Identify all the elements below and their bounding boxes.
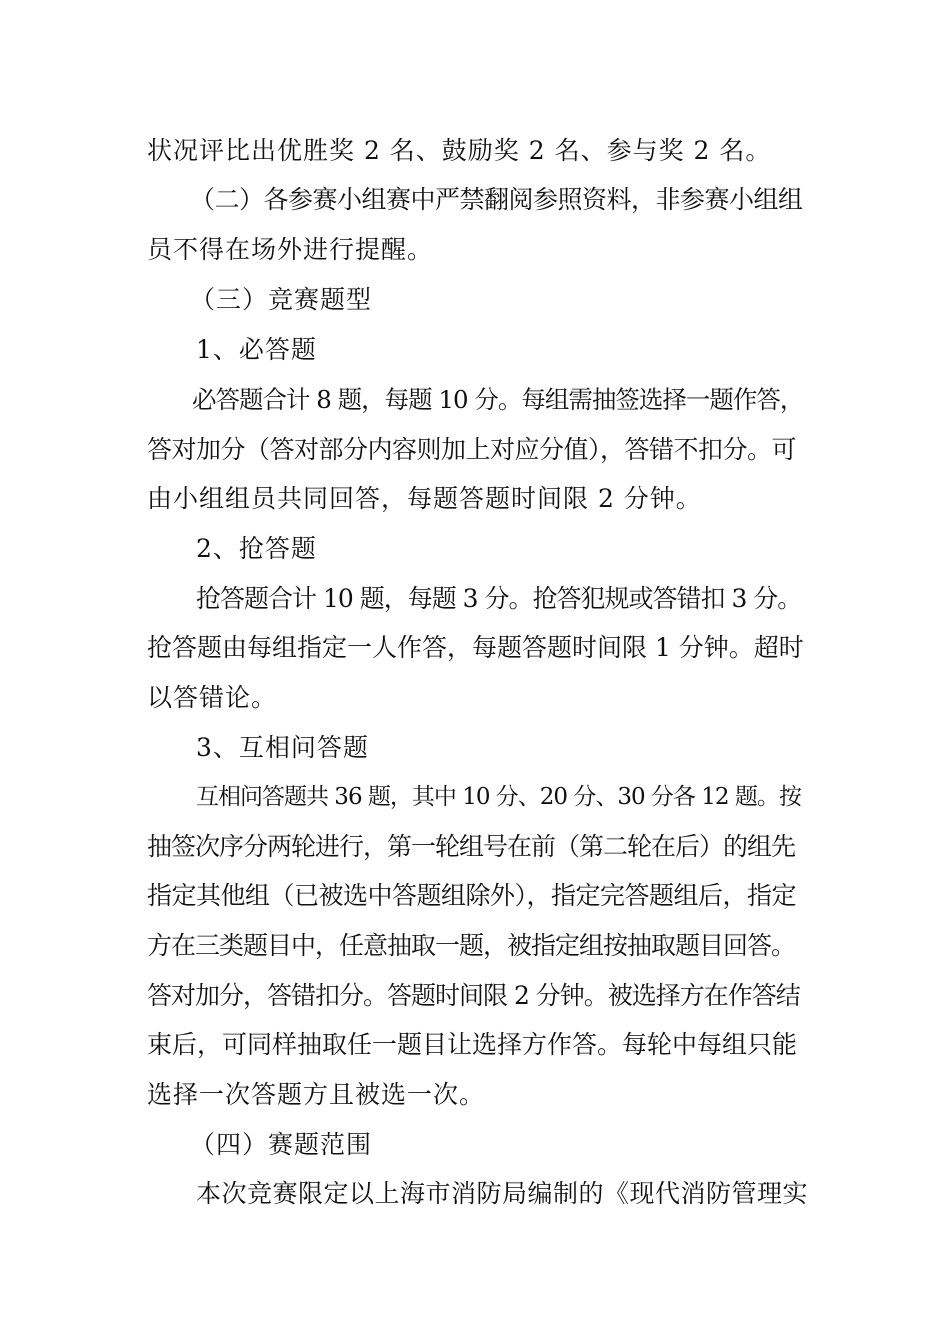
text-line: 方在三类题目中，任意抽取一题，被指定组按抽取题目回答。	[147, 931, 796, 960]
subsection-heading: 2、抢答题	[196, 534, 317, 563]
text-line: 员不得在场外进行提醒。	[147, 235, 434, 264]
text-line: 本次竞赛限定以上海市消防局编制的《现代消防管理实	[196, 1179, 809, 1208]
text-line: 答对加分（答对部分内容则加上对应分值），答错不扣分。可	[147, 435, 797, 464]
text-line: 以答错论。	[147, 683, 278, 712]
text-line: 状况评比出优胜奖 2 名、鼓励奖 2 名、参与奖 2 名。	[147, 136, 772, 165]
text-line: 选择一次答题方且被选一次。	[147, 1080, 486, 1109]
subsection-heading: 3、互相问答题	[196, 733, 369, 762]
text-line: 互相问答题共 36 题，其中 10 分、20 分、30 分各 12 题。按	[196, 784, 801, 810]
text-line: 答对加分，答错扣分。答题时间限 2 分钟。被选择方在作答结	[147, 981, 800, 1010]
text-line: 抢答题由每组指定一人作答，每题答题时间限 1 分钟。超时	[147, 633, 804, 662]
text-line: 指定其他组（已被选中答题组除外），指定完答题组后，指定	[147, 881, 797, 910]
text-line: 必答题合计 8 题，每题 10 分。每组需抽签选择一题作答，	[192, 385, 804, 414]
text-line: （二）各参赛小组赛中严禁翻阅参照资料，非参赛小组组	[190, 185, 803, 214]
text-line: 抽签次序分两轮进行，第一轮组号在前（第二轮在后）的组先	[147, 832, 796, 861]
text-line: 抢答题合计 10 题，每题 3 分。抢答犯规或答错扣 3 分。	[196, 584, 802, 613]
text-line: 由小组组员共同回答，每题答题时间限 2 分钟。	[147, 484, 702, 513]
section-heading: （三）竞赛题型	[190, 285, 373, 314]
section-heading: （四）赛题范围	[190, 1130, 373, 1159]
subsection-heading: 1、必答题	[196, 335, 317, 364]
text-line: 束后，可同样抽取任一题目让选择方作答。每轮中每组只能	[147, 1030, 798, 1059]
